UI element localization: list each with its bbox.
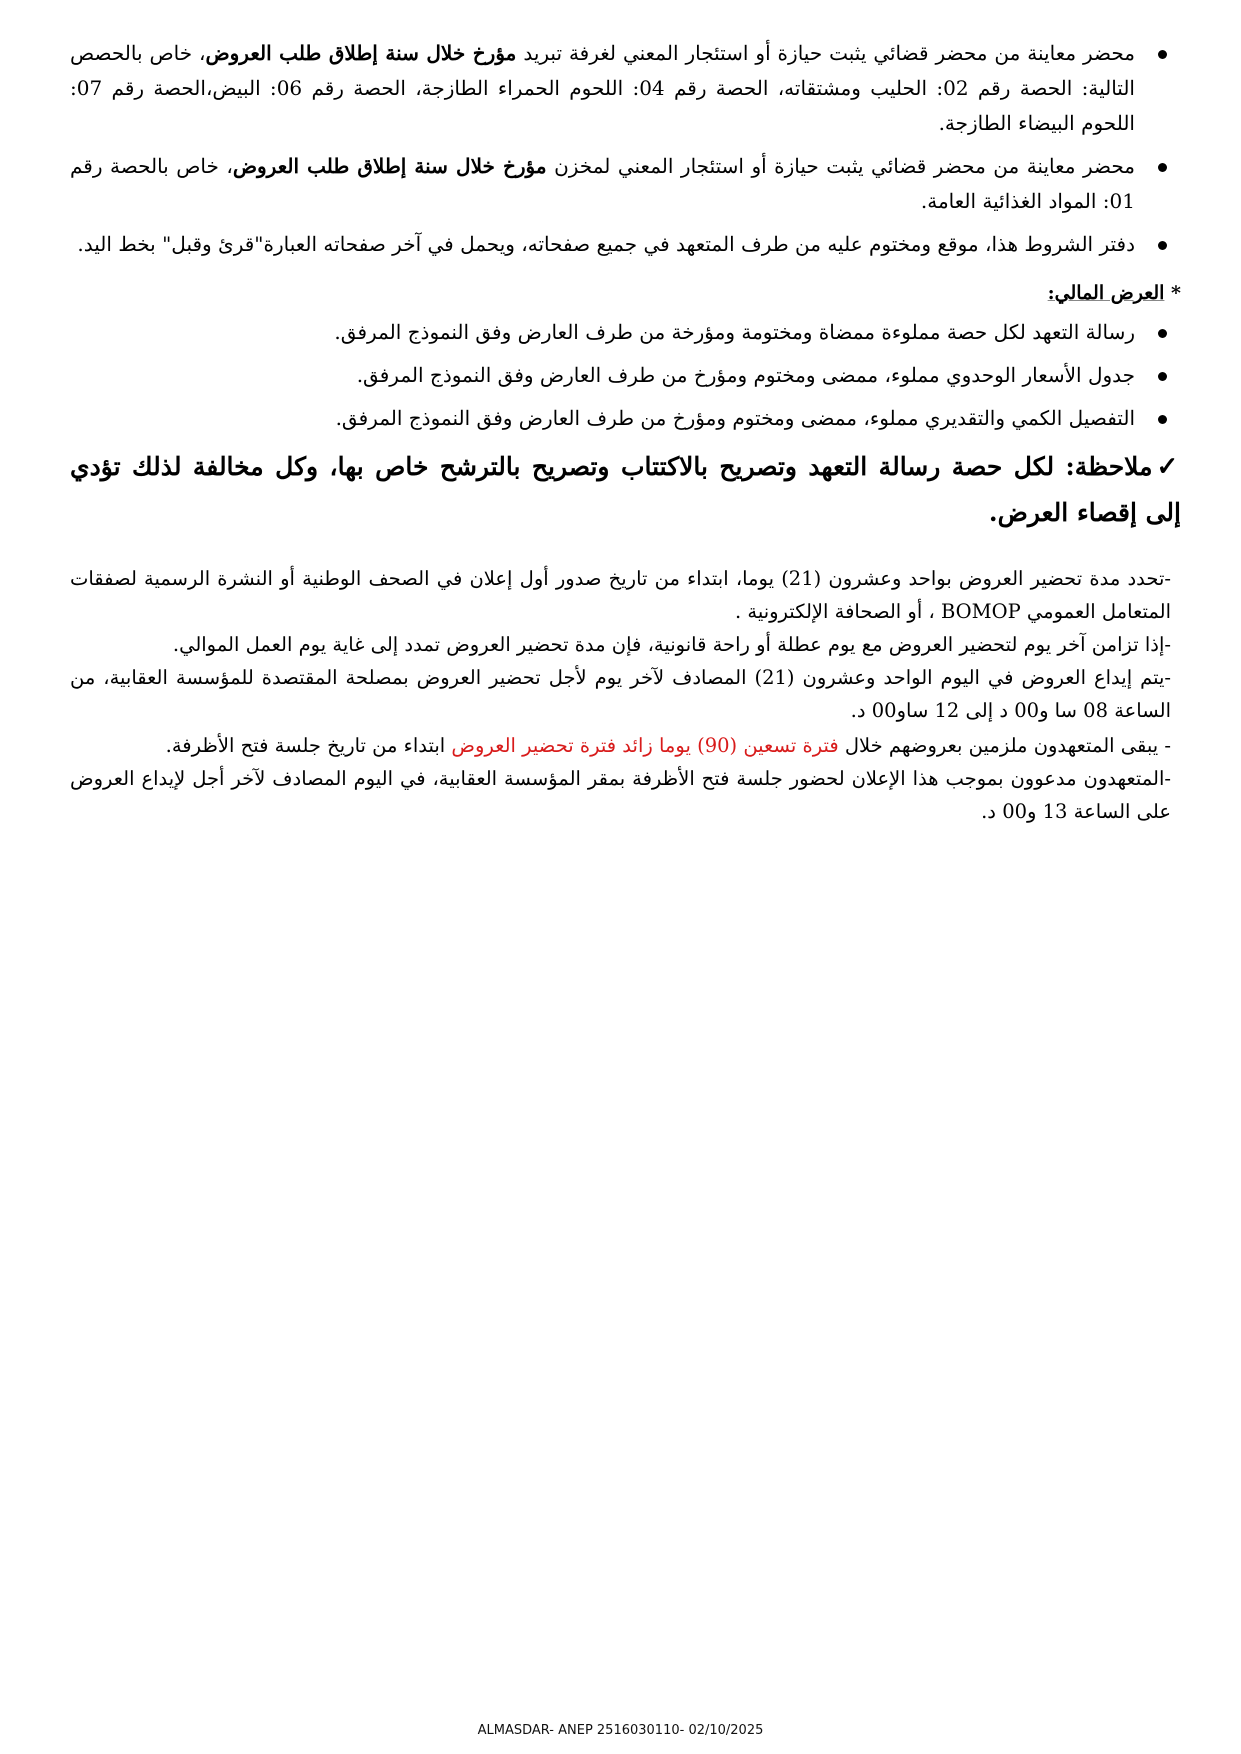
heading-star: * [1164,282,1181,304]
bullet-icon [1158,329,1167,338]
requirement-item [70,227,1181,262]
terms-paragraph-holiday-extension: -إذا تزامن آخر يوم لتحضير العروض مع يوم عطلة أو راحة قانونية، فإن مدة تحضير العروض تمدد إلى غاية يوم العمل الموالي. [172,633,1171,656]
requirement-text-pre: محضر معاينة من محضر قضائي يثبت حيازة أو استئجار المعني لمخزن [546,154,1135,178]
requirement-text-post: ، خاص بالحصص التالية: الحصة رقم 02: الحليب ومشتقاته، الحصة رقم 04: اللحوم الحمراء الطازجة، الحصة رقم 06: البيض،الحصة رقم 07: اللحوم البيضاء الطازجة. [70,41,1135,135]
financial-offer-heading [70,276,1181,311]
financial-offer-item-text: التفصيل الكمي والتقديري مملوء، ممضى ومختوم ومؤرخ من طرف العارض وفق النموذج المرفق. [335,406,1135,430]
checkmark-icon: ✓ [1156,452,1181,482]
page-footer: ALMASDAR- ANEP 2516030110- 02/10/2025 [477,1723,764,1738]
note-paragraph [70,444,1181,536]
bullet-icon [1158,415,1167,424]
validity-text-pre: - يبقى المتعهدون ملزمين بعروضهم خلال [838,734,1171,757]
note-text: ملاحظة: لكل حصة رسالة التعهد وتصريح بالاكتتاب وتصريح بالترشح خاص بها، وكل مخالفة لذلك تؤدي إلى إقصاء العرض. [70,452,1181,527]
document-page [70,36,1181,828]
financial-offer-item-text: جدول الأسعار الوحدوي مملوء، ممضى ومختوم ومؤرخ من طرف العارض وفق النموذج المرفق. [356,363,1135,387]
requirement-text-pre: محضر معاينة من محضر قضائي يثبت حيازة أو استئجار المعني لغرفة تبريد [516,41,1135,65]
financial-offer-item [70,315,1181,350]
terms-paragraph-opening-session: -المتعهدون مدعوون بموجب هذا الإعلان لحضور جلسة فتح الأظرفة بمقر المؤسسة العقابية، في اليوم المصادف لآخر أجل لإيداع العروض على الساعة 13 و00 د. [70,767,1171,823]
requirement-text-bold: مؤرخ خلال سنة إطلاق طلب العروض [232,154,547,178]
financial-offer-item-text: رسالة التعهد لكل حصة مملوءة ممضاة ومختومة ومؤرخة من طرف العارض وفق النموذج المرفق. [334,320,1135,344]
financial-offer-item [70,401,1181,436]
bullet-icon [1158,50,1167,59]
requirements-list [70,36,1181,262]
terms-paragraph-preparation-period: -تحدد مدة تحضير العروض بواحد وعشرون (21) يوما، ابتداء من تاريخ صدور أول إعلان في الصحف الوطنية أو النشرة الرسمية لصفقات المتعامل العمومي BOMOP ، أو الصحافة الإلكترونية . [70,567,1171,623]
financial-offer-list [70,315,1181,436]
heading-text: العرض المالي: [1047,282,1165,304]
validity-text-post: ابتداء من تاريخ جلسة فتح الأظرفة. [165,734,452,757]
validity-highlight: فترة تسعين (90) يوما زائد فترة تحضير العروض [451,734,839,757]
terms-paragraph-submission: -يتم إيداع العروض في اليوم الواحد وعشرون (21) المصادف لآخر يوم لأجل تحضير العروض بمصلحة المقتصدة للمؤسسة العقابية، من الساعة 08 سا و00 د إلى 12 ساو00 د. [70,666,1171,722]
terms-paragraph-validity [70,729,1171,762]
terms-section [70,562,1181,828]
requirement-text-post: ، خاص بالحصة رقم 01: المواد الغذائية العامة. [70,154,1135,213]
bullet-icon [1158,372,1167,381]
requirement-item [70,149,1181,219]
requirement-item [70,36,1181,141]
bullet-icon [1158,163,1167,172]
bullet-icon [1158,241,1167,250]
financial-offer-item [70,358,1181,393]
requirement-text-pre: دفتر الشروط هذا، موقع ومختوم عليه من طرف المتعهد في جميع صفحاته، ويحمل في آخر صفحاته العبارة"قرئ وقبل" بخط اليد. [77,232,1135,256]
requirement-text-bold: مؤرخ خلال سنة إطلاق طلب العروض [205,41,517,65]
